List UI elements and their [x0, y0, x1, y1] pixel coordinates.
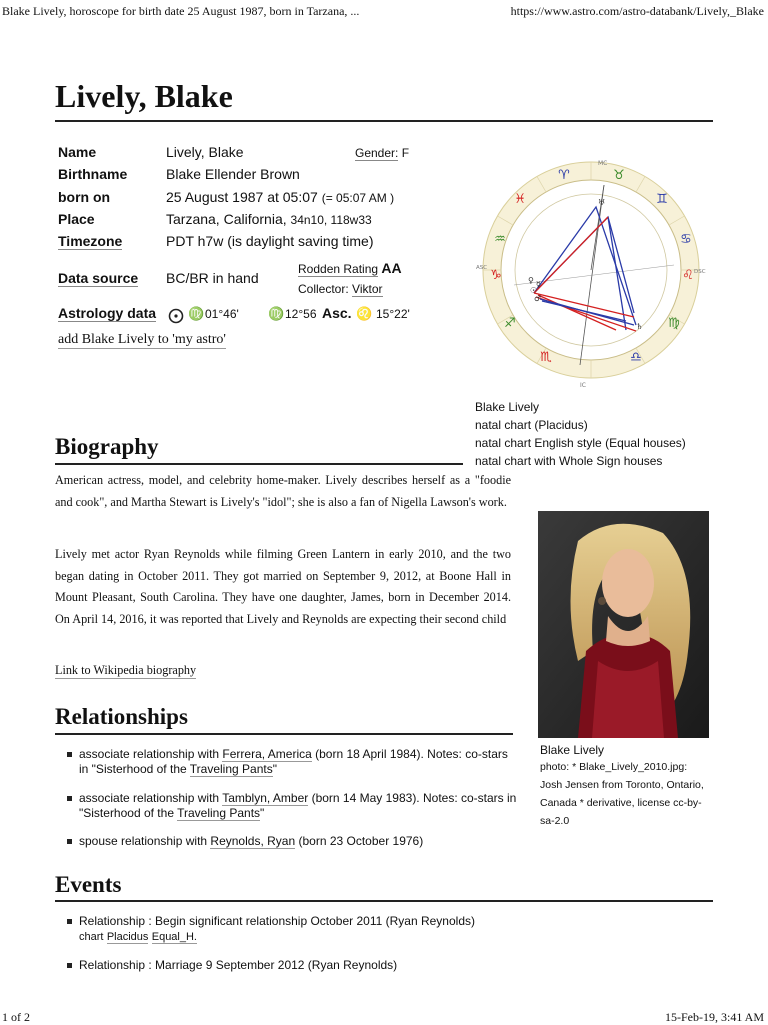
rodden-value: AA: [381, 260, 402, 276]
biography-paragraph-1: American actress, model, and celebrity home-maker. Lively describes herself as a "foodie and cook", and Martha Stewart is Lively's "idol"; she is also a fan of Nigella Lawson's work.: [55, 473, 511, 509]
timezone-value: PDT h7w (is daylight saving time): [166, 233, 374, 249]
virgo-glyph: ♍: [668, 316, 680, 331]
traveling-pants-link-1[interactable]: Traveling Pants: [189, 762, 273, 776]
relationships-rule: [55, 733, 513, 735]
asc-chart-label: ASC: [476, 265, 488, 271]
natal-chart-whole-sign-link[interactable]: natal chart with Whole Sign houses: [475, 454, 663, 468]
rodden-rating: [298, 260, 402, 276]
collector: [298, 282, 383, 296]
place-name: Tarzana, California,: [166, 211, 287, 227]
gender-field: [355, 146, 409, 160]
url-header: https://www.astro.com/astro-databank/Lively,_Blake: [510, 4, 764, 18]
events-heading: Events: [55, 872, 122, 897]
leo-icon: ♌: [356, 306, 373, 321]
event-1-equal-link[interactable]: Equal_H.: [151, 931, 197, 943]
tamblyn-amber-link[interactable]: Tamblyn, Amber: [222, 791, 309, 805]
event-item-2: [79, 958, 599, 973]
aquarius-glyph: ♒: [494, 232, 506, 247]
aries-glyph: ♈: [558, 168, 570, 183]
name-value: Lively, Blake: [166, 144, 244, 160]
asc-label: Asc.: [322, 305, 352, 321]
svg-text:♀: ♀: [528, 276, 534, 285]
events-rule: [55, 900, 713, 902]
traveling-pants-link-2[interactable]: Traveling Pants: [177, 806, 261, 820]
virgo-icon: ♍: [188, 306, 205, 321]
born-label: born on: [58, 189, 111, 205]
astrology-data-row: [58, 305, 478, 327]
print-timestamp: 15-Feb-19, 3:41 AM: [665, 1010, 764, 1024]
data-source-label[interactable]: Data source: [58, 270, 139, 286]
relationship-item-1: associate relationship with Ferrera, America (born 18 April 1984). Notes: co-stars in "Sisterhood of the Traveling Pants": [79, 747, 519, 777]
svg-text:♄: ♄: [636, 322, 644, 331]
moon-value: 12°56: [285, 307, 317, 321]
dsc-chart-label: DSC: [694, 269, 706, 275]
event-1-text: Relationship : Begin significant relationship October 2011 (Ryan Reynolds): [79, 914, 475, 928]
gemini-glyph: ♊: [656, 192, 668, 207]
photo-caption: [540, 742, 710, 830]
ic-label: IC: [580, 382, 586, 389]
wikipedia-biography-link[interactable]: Link to Wikipedia biography: [55, 663, 197, 677]
photo-caption-name: Blake Lively: [540, 743, 605, 757]
svg-text:♅: ♅: [598, 198, 606, 207]
relationships-heading: Relationships: [55, 704, 188, 729]
taurus-glyph: ♉: [613, 168, 625, 183]
relationship-item-3: spouse relationship with Reynolds, Ryan (born 23 October 1976): [79, 834, 519, 849]
chart-caption-name: Blake Lively: [475, 400, 540, 414]
astrology-data-label[interactable]: Astrology data: [58, 305, 157, 321]
photo-credit: photo: * Blake_Lively_2010.jpg: Josh Jensen from Toronto, Ontario, Canada * derivative, license cc-by-sa-2.0: [540, 761, 704, 827]
biography-paragraph-2: Lively met actor Ryan Reynolds while filming Green Lantern in early 2010, and the two began dating in October 2011. They got married on September 9, 2012, at Boone Hall in Mount Pleasant, South Carolina. They have one daughter, James, born in December 2014. On April 14, 2016, it was reported that Lively and Reynolds are expecting their second child: [55, 547, 511, 626]
collector-label: Collector:: [298, 282, 349, 296]
virgo-icon-moon: ♍: [268, 306, 285, 321]
natal-chart[interactable]: [476, 155, 706, 389]
sagittarius-glyph: ♐: [504, 316, 516, 331]
born-value: [166, 189, 394, 205]
birthname-value: Blake Ellender Brown: [166, 166, 300, 182]
pisces-glyph: ♓: [514, 192, 526, 207]
blake-lively-photo: [538, 511, 709, 738]
collector-value[interactable]: Viktor: [352, 282, 383, 296]
born-ampm: (= 05:07 AM ): [321, 191, 395, 205]
rodden-label[interactable]: Rodden Rating: [298, 262, 379, 276]
mc-label: MC: [598, 160, 608, 167]
page-title-header: Blake Lively, horoscope for birth date 25 August 1987, born in Tarzana, ...: [2, 4, 360, 18]
event-1-chart-label: chart: [79, 931, 104, 943]
sun-icon: [168, 308, 184, 324]
gender-value: F: [401, 146, 410, 160]
place-coords: 34n10, 118w33: [290, 213, 372, 227]
born-date: 25 August 1987 at 05:07: [166, 189, 318, 205]
page-title: Lively, Blake: [55, 78, 233, 114]
ferrera-america-link[interactable]: Ferrera, America: [222, 747, 312, 761]
name-label: Name: [58, 144, 97, 160]
timezone-label[interactable]: Timezone: [58, 233, 123, 249]
scorpio-glyph: ♏: [540, 350, 552, 365]
event-1-placidus-link[interactable]: Placidus: [106, 931, 149, 943]
natal-chart-placidus-link[interactable]: natal chart (Placidus): [475, 418, 588, 432]
chart-caption: [475, 398, 686, 470]
asc-value: 15°22': [376, 307, 410, 321]
gender-label: Gender:: [355, 146, 399, 160]
leo-glyph: ♌: [682, 268, 694, 283]
page-indicator: 1 of 2: [2, 1010, 30, 1024]
sun-value: 01°46': [205, 307, 239, 321]
place-label: Place: [58, 211, 95, 227]
svg-text:☿: ☿: [536, 280, 541, 289]
biography-heading: Biography: [55, 434, 159, 459]
event-item-1: [79, 914, 599, 945]
title-rule: [55, 120, 713, 122]
birthname-label: Birthname: [58, 166, 128, 182]
add-to-my-astro-link[interactable]: add Blake Lively to 'my astro': [58, 332, 226, 347]
data-source-value: BC/BR in hand: [166, 270, 259, 286]
svg-text:☉: ☉: [530, 286, 538, 295]
relationship-item-2: associate relationship with Tamblyn, Amber (born 14 May 1983). Notes: co-stars in "Sisterhood of the Traveling Pants": [79, 791, 519, 821]
svg-text:♂: ♂: [534, 294, 542, 303]
capricorn-glyph: ♑: [490, 268, 502, 283]
libra-glyph: ♎: [630, 350, 642, 365]
biography-rule: [55, 463, 463, 465]
place-value: [166, 211, 372, 227]
reynolds-ryan-link[interactable]: Reynolds, Ryan: [210, 834, 296, 848]
natal-chart-equal-link[interactable]: natal chart English style (Equal houses): [475, 436, 686, 450]
event-2-text: Relationship : Marriage 9 September 2012 (Ryan Reynolds): [79, 958, 398, 972]
cancer-glyph: ♋: [680, 232, 692, 247]
moon-icon: [248, 308, 262, 324]
